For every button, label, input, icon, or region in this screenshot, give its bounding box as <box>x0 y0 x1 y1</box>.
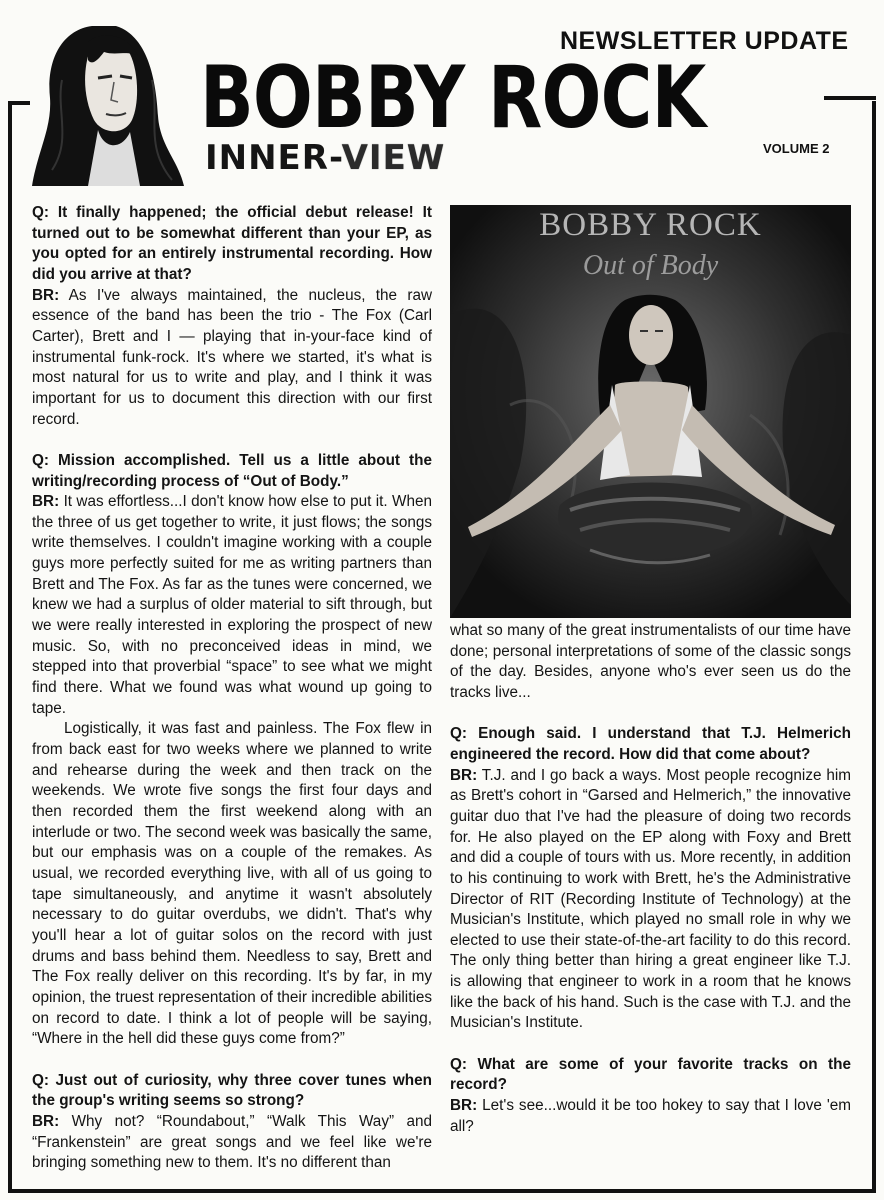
answer-paragraph <box>450 1096 851 1137</box>
frame-rule-left <box>8 101 12 1193</box>
question-text: Q: What are some of your favorite tracks on the record? <box>450 1055 851 1094</box>
qa-block <box>450 1055 851 1138</box>
portrait-illustration <box>32 20 184 186</box>
album-cover-image <box>450 205 851 618</box>
question-text: Q: Mission accomplished. Tell us a little about the writing/recording process of “Out of Body.” <box>32 451 432 490</box>
qa-block <box>450 724 851 1034</box>
frame-rule-top-left <box>8 101 30 105</box>
answer-paragraph <box>32 492 432 719</box>
article-column-left <box>32 203 432 1194</box>
cover-album-text: Out of Body <box>582 250 719 281</box>
frame-rule-top-right <box>824 96 876 100</box>
answer-tag: BR: <box>32 286 60 304</box>
question-text: Q: Just out of curiosity, why three cover tunes when the group's writing seems so strong? <box>32 1071 432 1110</box>
article-column-right <box>450 621 851 1158</box>
answer-text: T.J. and I go back a ways. Most people recognize him as Brett's cohort in “Garsed and Helmerich,” the innovative guitar duo that I've had the pleasure of doing two records for. He also played on the EP along with Foxy and Brett and did a couple of tours with us. More recently, in addition to his continuing to work with Brett, he's the Administrative Director of RIT (Recording Institute of Technology) at the Musician's Institute, which played no small role in why we elected to use their state-of-the-art facility to do this record. The only thing better than hiring a great engineer like T.J. is allowing that engineer to work in a room that he knows like the back of his hand. Such is the case with T.J. and the Musician's Institute. <box>450 766 851 1032</box>
volume-label: VOLUME 2 <box>763 141 830 156</box>
answer-text: Why not? “Roundabout,” “Walk This Way” and “Frankenstein” are great songs and we feel like we're bringing something new to them. It's no different than <box>32 1112 432 1172</box>
answer-paragraph <box>450 766 851 1035</box>
answer-paragraph <box>32 286 432 431</box>
question-text: Q: It finally happened; the official debut release! It turned out to be somewhat different than your EP, as you opted for an entirely instrumental recording. How did you arrive at that? <box>32 204 432 283</box>
answer-tag: BR: <box>450 1097 478 1115</box>
subtitle-part-inner: INNER- <box>205 138 342 178</box>
answer-text: As I've always maintained, the nucleus, the raw essence of the band has been the trio - The Fox (Carl Carter), Brett and I — playing that in-your-face kind of instrumental funk-rock. It's where we started, it's what is most natural for us to write and play, and I think it was important for us to document this direction with our first record. <box>32 286 433 428</box>
qa-block <box>32 203 432 430</box>
answer-paragraph: Logistically, it was fast and painless. The Fox flew in from back east for two weeks where we planned to write and rehearse during the week and then track on the weekends. We wrote five songs the first four days and then recorded them the first weekend along with an interlude or two. The second week was basically the same, but our emphasis was on a couple of the remakes. As usual, we recorded everything live, with all of us going to tape simultaneously, and anytime it wasn't absolutely necessary to do guitar overdubs, we didn't. That's why you'll hear a lot of guitar solos on the record with just drums and bass behind them. Needless to say, Brett and The Fox really deliver on this recording. It's by far, in my opinion, the truest representation of their incredible abilities on record to date. I think a lot of people will be saying, “Where in the hell did these guys come from?” <box>32 720 432 1048</box>
section-subtitle <box>205 138 445 178</box>
answer-text: It was effortless...I don't know how else to put it. When the three of us get together to write, it just flows; the songs write themselves. I couldn't imagine working with a couple guys more perfectly suited for me as writing partners than Brett and The Fox. As far as the tunes were concerned, we knew we had a surplus of older material to sift through, but we were really interested in exploring the prospect of new music. So, with no preconceived ideas in mind, we stepped into that proverbial “space” to see what we might find there. What we found was what wound up going to tape. <box>32 493 432 717</box>
newsletter-label: NEWSLETTER UPDATE <box>560 27 849 55</box>
question-text: Q: Enough said. I understand that T.J. Helmerich engineered the record. How did that come about? <box>450 725 851 763</box>
qa-block <box>32 451 432 1050</box>
qa-block <box>32 1071 432 1174</box>
cover-artist-text: BOBBY ROCK <box>539 207 762 243</box>
answer-tag: BR: <box>450 766 478 784</box>
answer-paragraph: what so many of the great instrumentalists of our time have done; personal interpretations of some of the classic songs of the day. Besides, anyone who's ever seen us do the tracks live... <box>450 622 851 701</box>
answer-text: Let's see...would it be too hokey to say that I love 'em all? <box>450 1097 852 1135</box>
answer-paragraph <box>32 1112 432 1174</box>
answer-tag: BR: <box>32 493 60 511</box>
subtitle-part-view: VIEW <box>341 138 446 178</box>
frame-rule-right <box>872 101 876 1193</box>
qa-continuation <box>450 621 851 704</box>
masthead-title: BOBBY ROCK <box>200 48 706 148</box>
answer-tag: BR: <box>32 1112 60 1130</box>
